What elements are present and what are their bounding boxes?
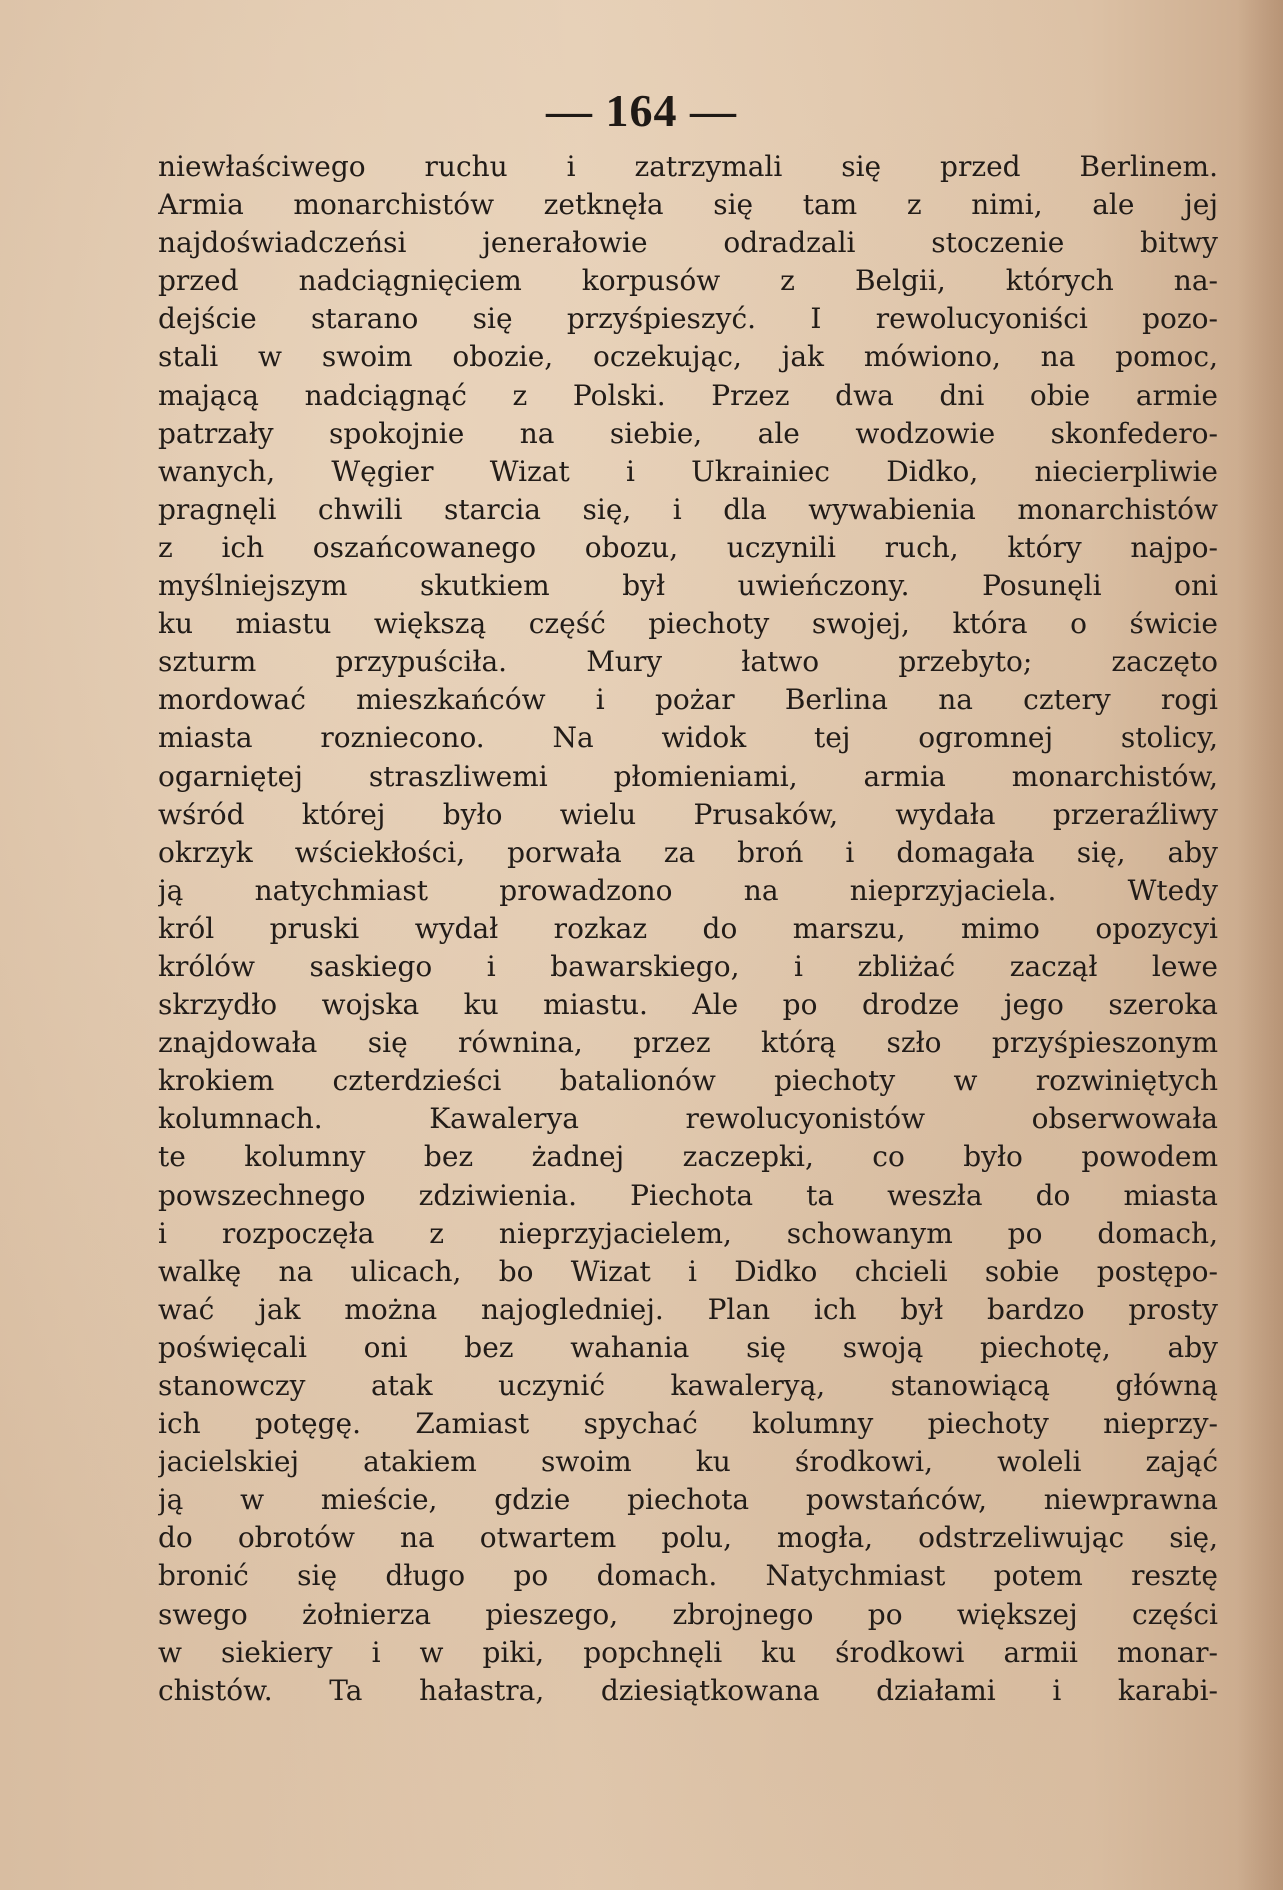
- text-line: wśród której było wielu Prusaków, wydała przeraźliwy: [158, 797, 1218, 831]
- text-line: przed nadciągnięciem korpusów z Belgii, których na-: [158, 264, 1218, 298]
- text-line: ku miastu większą część piechoty swojej, która o świcie: [158, 607, 1218, 641]
- text-line: dejście starano się przyśpieszyć. I rewolucyoniści pozo-: [158, 302, 1218, 336]
- text-line: kolumnach. Kawalerya rewolucyonistów obserwowała: [158, 1102, 1218, 1136]
- text-line: chistów. Ta hałastra, dziesiątkowana działami i karabi-: [158, 1673, 1218, 1707]
- text-line: wać jak można najogledniej. Plan ich był bardzo prosty: [158, 1292, 1218, 1326]
- text-line: te kolumny bez żadnej zaczepki, co było powodem: [158, 1140, 1218, 1174]
- text-line: swego żołnierza pieszego, zbrojnego po większej części: [158, 1597, 1218, 1631]
- text-line: okrzyk wściekłości, porwała za broń i domagała się, aby: [158, 835, 1218, 869]
- text-line: Armia monarchistów zetknęła się tam z nimi, ale jej: [158, 188, 1218, 222]
- text-line: jacielskiej atakiem swoim ku środkowi, woleli zająć: [158, 1445, 1218, 1479]
- text-line: szturm przypuściła. Mury łatwo przebyto; zaczęto: [158, 645, 1218, 679]
- text-line: znajdowała się równina, przez którą szło przyśpieszonym: [158, 1026, 1218, 1060]
- page-number: — 164 —: [546, 85, 737, 136]
- text-line: poświęcali oni bez wahania się swoją piechotę, aby: [158, 1330, 1218, 1364]
- text-line: ogarniętej straszliwemi płomieniami, armia monarchistów,: [158, 759, 1218, 793]
- text-line: mającą nadciągnąć z Polski. Przez dwa dni obie armie: [158, 378, 1218, 412]
- text-line: najdoświadczeńsi jenerałowie odradzali stoczenie bitwy: [158, 226, 1218, 260]
- text-line: do obrotów na otwartem polu, mogła, odstrzeliwując się,: [158, 1521, 1218, 1555]
- text-line: ich potęgę. Zamiast spychać kolumny piechoty nieprzy-: [158, 1407, 1218, 1441]
- text-line: niewłaściwego ruchu i zatrzymali się przed Berlinem.: [158, 150, 1218, 183]
- text-line: ją natychmiast prowadzono na nieprzyjaciela. Wtedy: [158, 873, 1218, 907]
- text-line: stali w swoim obozie, oczekując, jak mówiono, na pomoc,: [158, 340, 1218, 374]
- text-line: i rozpoczęła z nieprzyjacielem, schowanym po domach,: [158, 1216, 1218, 1250]
- text-line: mordować mieszkańców i pożar Berlina na cztery rogi: [158, 683, 1218, 717]
- text-line: w siekiery i w piki, popchnęli ku środkowi armii monar-: [158, 1635, 1218, 1669]
- text-line: patrzały spokojnie na siebie, ale wodzowie skonfedero-: [158, 416, 1218, 450]
- text-line: z ich oszańcowanego obozu, uczynili ruch, który najpo-: [158, 530, 1218, 564]
- text-line: powszechnego zdziwienia. Piechota ta weszła do miasta: [158, 1178, 1218, 1212]
- text-line: bronić się długo po domach. Natychmiast potem resztę: [158, 1559, 1218, 1593]
- text-line: krokiem czterdzieści batalionów piechoty w rozwiniętych: [158, 1064, 1218, 1098]
- text-line: stanowczy atak uczynić kawaleryą, stanowiącą główną: [158, 1369, 1218, 1402]
- page-edge-shadow: [1237, 0, 1283, 1890]
- text-line: pragnęli chwili starcia się, i dla wywabienia monarchistów: [158, 492, 1218, 526]
- text-line: myślniejszym skutkiem był uwieńczony. Posunęli oni: [158, 569, 1218, 603]
- text-line: królów saskiego i bawarskiego, i zbliżać zaczął lewe: [158, 949, 1218, 983]
- text-line: miasta rozniecono. Na widok tej ogromnej stolicy,: [158, 721, 1218, 755]
- text-line: wanych, Węgier Wizat i Ukrainiec Didko, niecierpliwie: [158, 454, 1218, 488]
- body-text: [158, 148, 1218, 1710]
- text-line: ją w mieście, gdzie piechota powstańców, niewprawna: [158, 1483, 1218, 1517]
- text-line: skrzydło wojska ku miastu. Ale po drodze jego szeroka: [158, 988, 1218, 1022]
- text-line: król pruski wydał rozkaz do marszu, mimo opozycyi: [158, 911, 1218, 945]
- text-line: walkę na ulicach, bo Wizat i Didko chcieli sobie postępo-: [158, 1254, 1218, 1288]
